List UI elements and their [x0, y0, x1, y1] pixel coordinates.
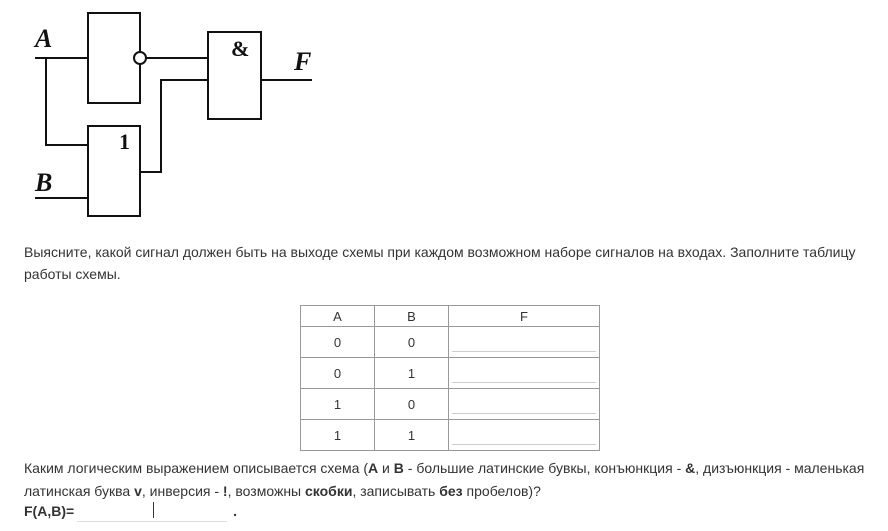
f-input-row-1[interactable] — [452, 332, 596, 352]
header-f: F — [449, 306, 600, 327]
answer-label: F(A,B)= — [24, 503, 75, 519]
truth-table — [300, 305, 600, 451]
question-part: , возможны — [227, 483, 306, 499]
answer-line — [24, 500, 237, 522]
input-b-label: B — [35, 168, 53, 197]
cell-f — [449, 327, 600, 358]
or-gate — [88, 126, 140, 216]
output-f-label: F — [294, 47, 312, 76]
answer-dot: . — [233, 503, 238, 519]
question-bold: v — [134, 483, 142, 499]
question-part: и — [378, 460, 394, 476]
logic-circuit-diagram — [0, 0, 340, 230]
and-gate-symbol: & — [231, 36, 250, 61]
cell-f — [449, 420, 600, 451]
cell-b: 1 — [375, 358, 449, 389]
inversion-bubble — [134, 52, 146, 64]
header-a: A — [301, 306, 375, 327]
input-a-label: A — [35, 24, 53, 53]
table-row — [301, 327, 600, 358]
cell-b: 0 — [375, 327, 449, 358]
cell-a: 1 — [301, 420, 375, 451]
cell-f — [449, 358, 600, 389]
question-bold: A — [368, 460, 379, 476]
table-row — [301, 358, 600, 389]
question-bold: & — [685, 460, 696, 476]
header-b: B — [375, 306, 449, 327]
text-caret — [153, 502, 154, 518]
or-output-wire — [140, 80, 208, 172]
question-part: , инверсия - — [141, 483, 223, 499]
cell-b: 1 — [375, 420, 449, 451]
a-branch-wire — [46, 58, 88, 145]
question-bold: B — [393, 460, 404, 476]
cell-a: 1 — [301, 389, 375, 420]
question-bold: ! — [222, 483, 228, 499]
f-input-row-2[interactable] — [452, 363, 596, 383]
question-text — [24, 457, 874, 503]
question-part: пробелов)? — [462, 483, 541, 499]
question-part: Каким логическим выражением описывается схема ( — [24, 460, 369, 476]
table-header-row — [301, 306, 600, 327]
cell-a: 0 — [301, 327, 375, 358]
question-part: , записывать — [352, 483, 440, 499]
cell-a: 0 — [301, 358, 375, 389]
table-row — [301, 420, 600, 451]
f-input-row-3[interactable] — [452, 394, 596, 414]
cell-f — [449, 389, 600, 420]
question-bold: без — [439, 483, 463, 499]
task-text: Выясните, какой сигнал должен быть на выходе схемы при каждом возможном наборе сигналов на входах. Заполните таблицу работы схемы. — [24, 244, 856, 282]
table-row — [301, 389, 600, 420]
f-input-row-4[interactable] — [452, 425, 596, 445]
cell-b: 0 — [375, 389, 449, 420]
or-gate-symbol: 1 — [119, 129, 130, 154]
question-part: - большие латинские бувкы, конъюнкция - — [403, 460, 686, 476]
not-gate — [88, 13, 140, 103]
question-bold: скобки — [305, 483, 353, 499]
question-part: , дизъюнкция - маленькая латинская буква — [24, 460, 865, 499]
